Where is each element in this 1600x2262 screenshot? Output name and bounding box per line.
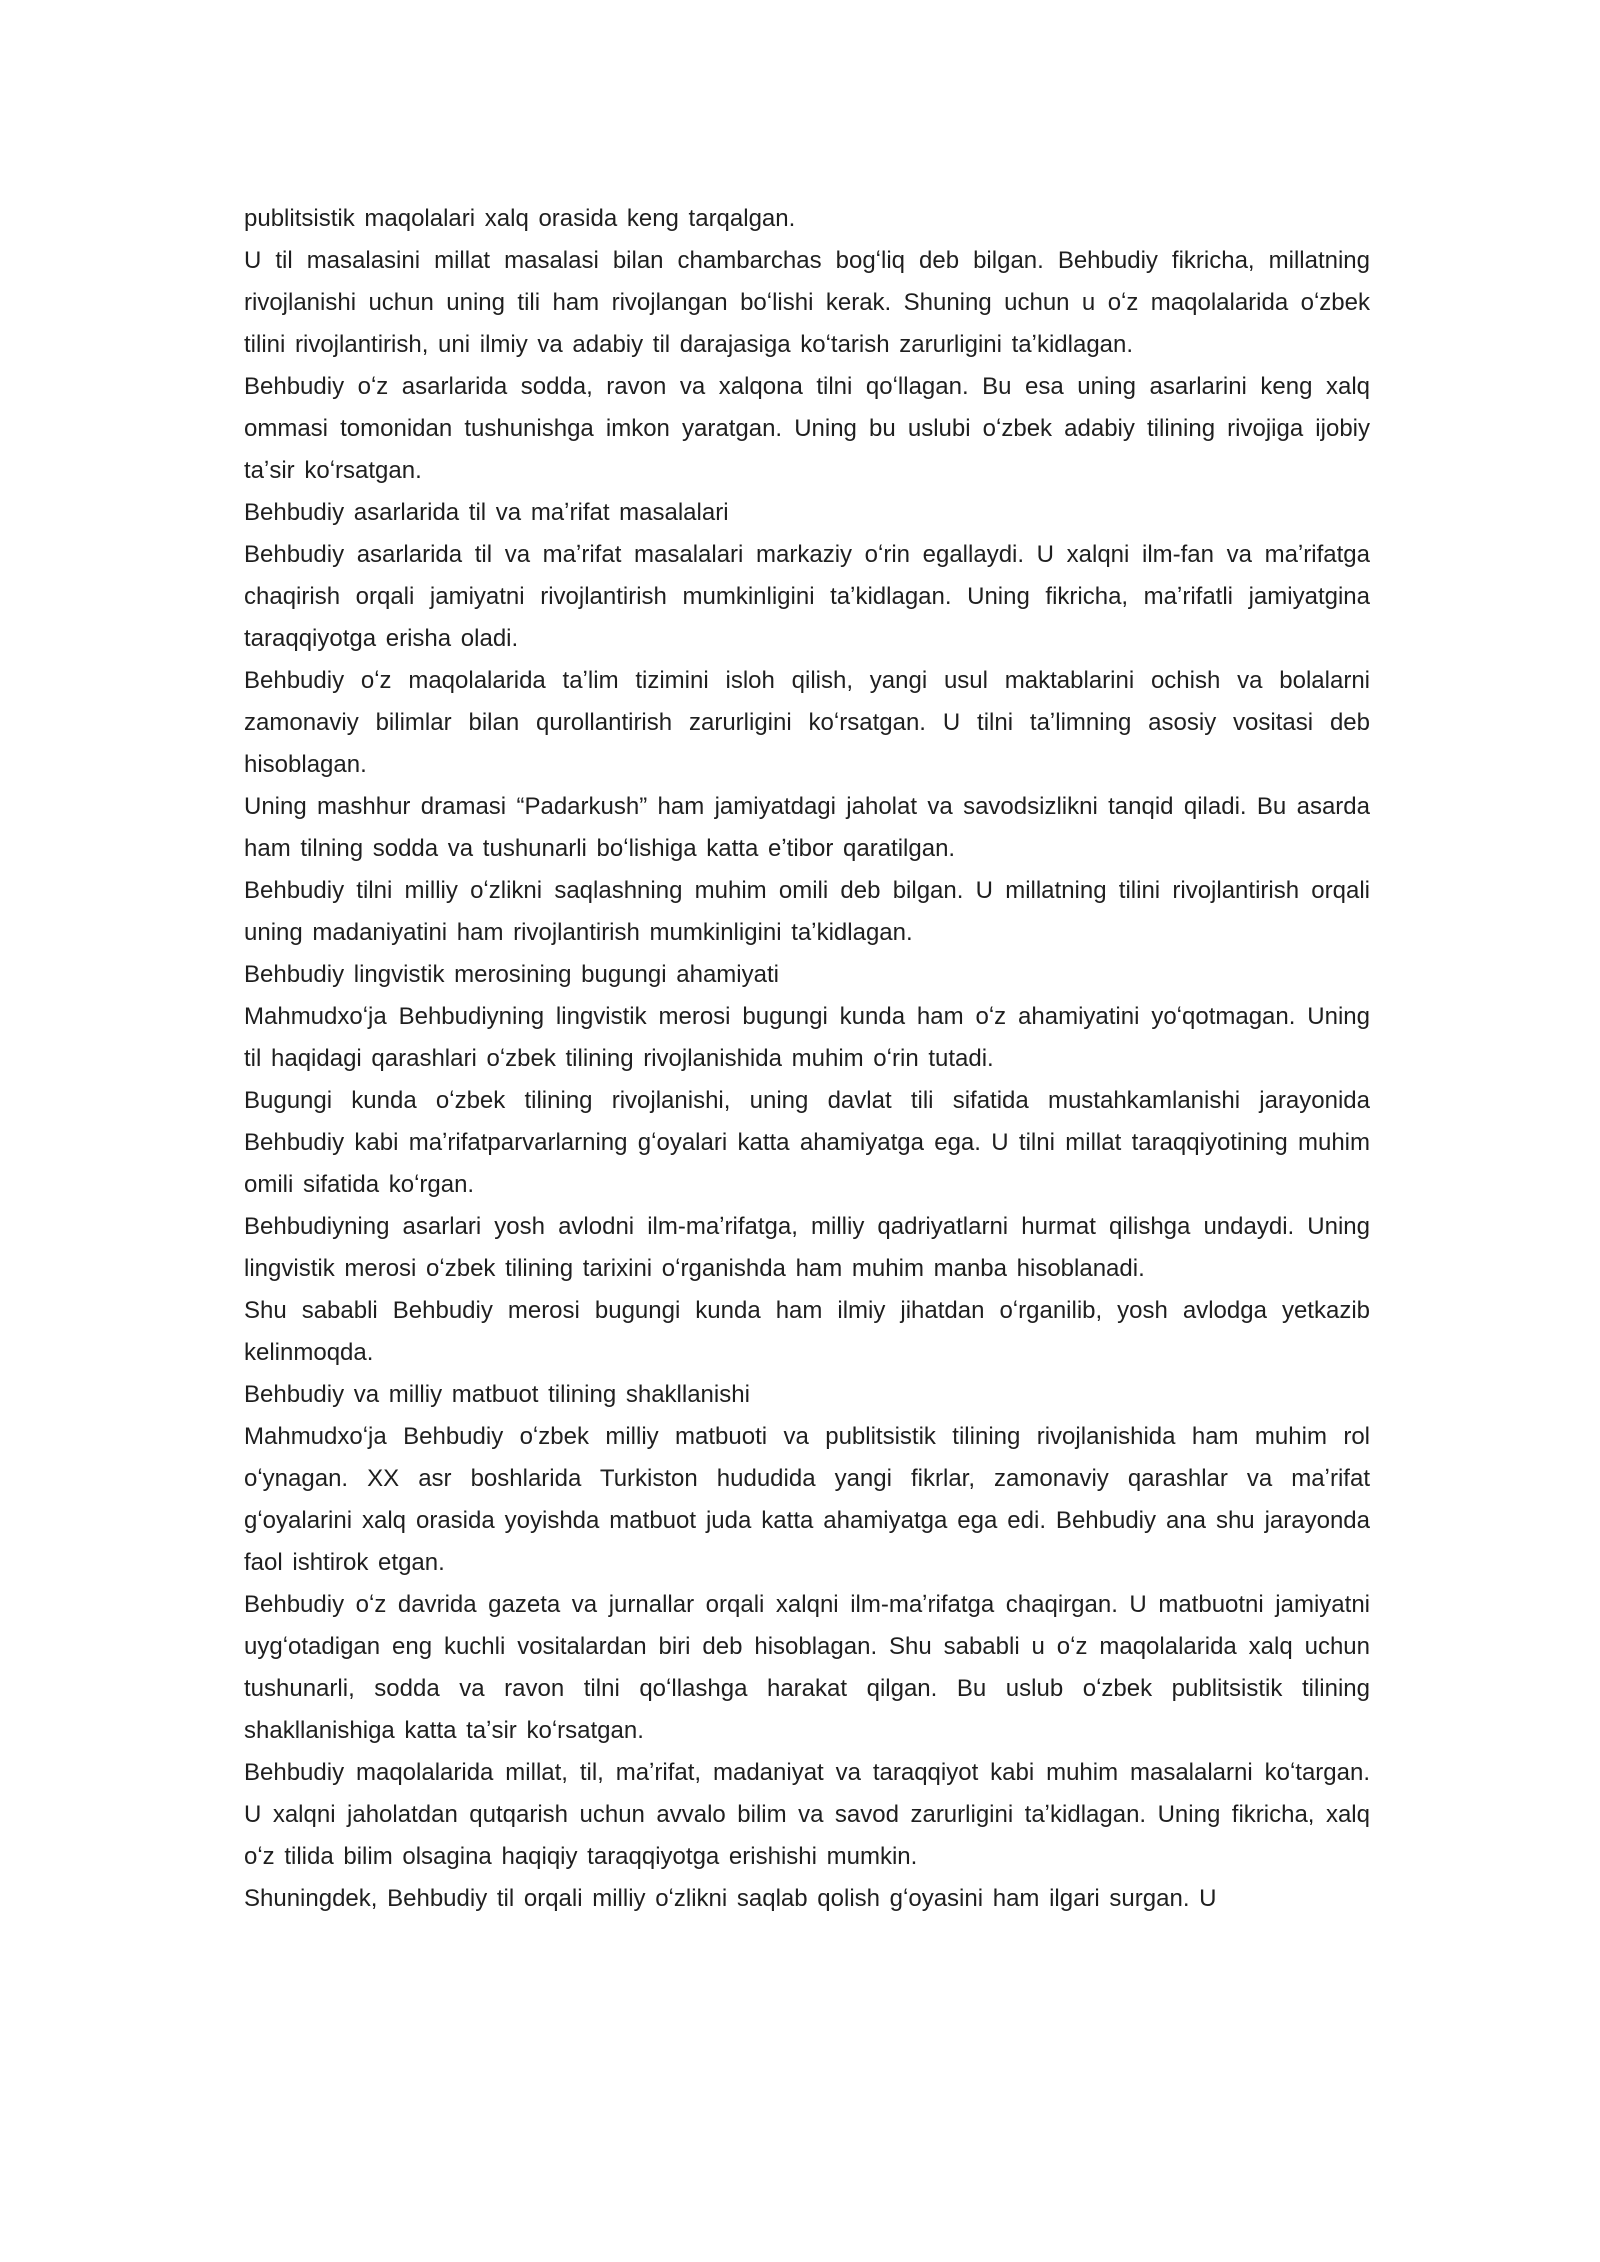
paragraph: Shuningdek, Behbudiy til orqali milliy oʻzlikni saqlab qolish gʻoyasini ham ilgari surgan. U — [244, 1885, 1217, 1912]
paragraph: Behbudiy maqolalarida millat, til, maʼrifat, madaniyat va taraqqiyot kabi muhim masalalarni koʻtargan. U xalqni jaholatdan qutqarish uchun avvalo bilim va savod zarurligini taʼkidlagan. Uning fikricha, xalq oʻz tilida bilim olsagina haqiqiy taraqqiyotga erishishi mumkin. — [244, 1759, 1370, 1870]
document-body — [244, 198, 1370, 1920]
paragraph: Behbudiyning asarlari yosh avlodni ilm-maʼrifatga, milliy qadriyatlarni hurmat qilishga undaydi. Uning lingvistik merosi oʻzbek tilining tarixini oʻrganishda ham muhim manba hisoblanadi. — [244, 1213, 1370, 1282]
paragraph: Bugungi kunda oʻzbek tilining rivojlanishi, uning davlat tili sifatida mustahkamlanishi jarayonida Behbudiy kabi maʼrifatparvarlarning gʻoyalari katta ahamiyatga ega. U tilni millat taraqqiyotining muhim omili sifatida koʻrgan. — [244, 1087, 1370, 1198]
section-heading: Behbudiy va milliy matbuot tilining shakllanishi — [244, 1381, 750, 1408]
paragraph: Behbudiy tilni milliy oʻzlikni saqlashning muhim omili deb bilgan. U millatning tilini rivojlantirish orqali uning madaniyatini ham rivojlantirish mumkinligini taʼkidlagan. — [244, 877, 1370, 946]
paragraph: Uning mashhur dramasi “Padarkush” ham jamiyatdagi jaholat va savodsizlikni tanqid qiladi. Bu asarda ham tilning sodda va tushunarli boʻlishiga katta eʼtibor qaratilgan. — [244, 793, 1370, 862]
paragraph: Mahmudxoʻja Behbudiyning lingvistik merosi bugungi kunda ham oʻz ahamiyatini yoʻqotmagan. Uning til haqidagi qarashlari oʻzbek tilining rivojlanishida muhim oʻrin tutadi. — [244, 1003, 1370, 1072]
paragraph: U til masalasini millat masalasi bilan chambarchas bogʻliq deb bilgan. Behbudiy fikricha, millatning rivojlanishi uchun uning tili ham rivojlangan boʻlishi kerak. Shuning uchun u oʻz maqolalarida oʻzbek tilini rivojlantirish, uni ilmiy va adabiy til darajasiga koʻtarish zarurligini taʼkidlagan. — [244, 247, 1370, 358]
paragraph: publitsistik maqolalari xalq orasida keng tarqalgan. — [244, 205, 796, 232]
section-heading: Behbudiy lingvistik merosining bugungi ahamiyati — [244, 961, 779, 988]
paragraph: Behbudiy asarlarida til va maʼrifat masalalari markaziy oʻrin egallaydi. U xalqni ilm-fan va maʼrifatga chaqirish orqali jamiyatni rivojlantirish mumkinligini taʼkidlagan. Uning fikricha, maʼrifatli jamiyatgina taraqqiyotga erisha oladi. — [244, 541, 1370, 652]
section-heading: Behbudiy asarlarida til va maʼrifat masalalari — [244, 499, 729, 526]
paragraph: Behbudiy oʻz asarlarida sodda, ravon va xalqona tilni qoʻllagan. Bu esa uning asarlarini keng xalq ommasi tomonidan tushunishga imkon yaratgan. Uning bu uslubi oʻzbek adabiy tilining rivojiga ijobiy taʼsir koʻrsatgan. — [244, 373, 1370, 484]
paragraph: Behbudiy oʻz maqolalarida taʼlim tizimini isloh qilish, yangi usul maktablarini ochish va bolalarni zamonaviy bilimlar bilan qurollantirish zarurligini koʻrsatgan. U tilni taʼlimning asosiy vositasi deb hisoblagan. — [244, 667, 1370, 778]
paragraph: Shu sababli Behbudiy merosi bugungi kunda ham ilmiy jihatdan oʻrganilib, yosh avlodga yetkazib kelinmoqda. — [244, 1297, 1370, 1366]
paragraph: Behbudiy oʻz davrida gazeta va jurnallar orqali xalqni ilm-maʼrifatga chaqirgan. U matbuotni jamiyatni uygʻotadigan eng kuchli vositalardan biri deb hisoblagan. Shu sababli u oʻz maqolalarida xalq uchun tushunarli, sodda va ravon tilni qoʻllashga harakat qilgan. Bu uslub oʻzbek publitsistik tilining shakllanishiga katta taʼsir koʻrsatgan. — [244, 1591, 1370, 1744]
paragraph: Mahmudxoʻja Behbudiy oʻzbek milliy matbuoti va publitsistik tilining rivojlanishida ham muhim rol oʻynagan. XX asr boshlarida Turkiston hududida yangi fikrlar, zamonaviy qarashlar va maʼrifat gʻoyalarini xalq orasida yoyishda matbuot juda katta ahamiyatga ega edi. Behbudiy ana shu jarayonda faol ishtirok etgan. — [244, 1423, 1370, 1576]
